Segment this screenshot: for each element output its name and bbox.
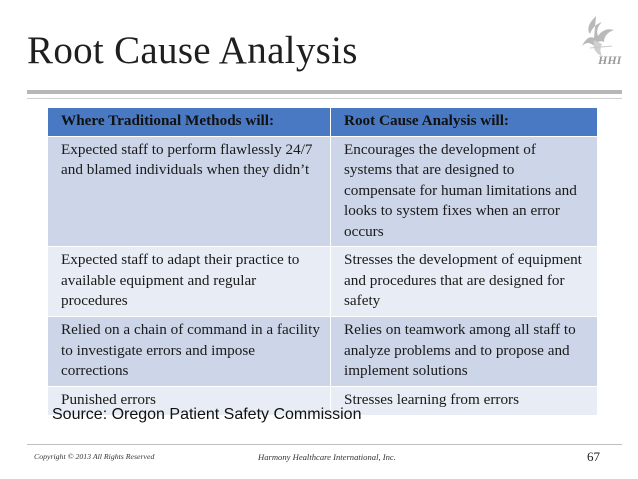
source-citation: Source: Oregon Patient Safety Commission [52,406,362,423]
table-cell: Relied on a chain of command in a facility to investigate errors and impose corrections [48,317,331,387]
table-cell: Expected staff to adapt their practice to available equipment and regular procedures [48,247,331,317]
title-divider-thin [27,98,622,99]
page-number: 67 [587,449,600,464]
dove-logo-icon [576,12,622,68]
footer-copyright: Copyright © 2013 All Rights Reserved [34,452,155,461]
table-row [48,247,598,317]
header-traditional: Where Traditional Methods will: [48,108,331,137]
comparison-table [47,107,598,416]
table-cell: Expected staff to perform flawlessly 24/7 and blamed individuals when they didn’t [48,136,331,247]
slide-title: Root Cause Analysis [27,29,358,72]
table-cell: Punished errors [48,387,331,416]
footer-company: Harmony Healthcare International, Inc. [258,452,396,462]
title-divider [27,90,622,94]
table-cell: Encourages the development of systems that are designed to compensate for human limitations and looks to system fixes when an error occurs [331,136,598,247]
logo-text: HHI [598,53,622,67]
header-rca: Root Cause Analysis will: [331,108,598,137]
table-cell: Stresses the development of equipment and procedures that are designed for safety [331,247,598,317]
table-header-row [48,108,598,137]
table-cell: Stresses learning from errors [331,387,598,416]
footer-divider [27,444,622,445]
table-row [48,136,598,247]
table-cell: Relies on teamwork among all staff to analyze problems and to propose and implement solutions [331,317,598,387]
table-row [48,317,598,387]
